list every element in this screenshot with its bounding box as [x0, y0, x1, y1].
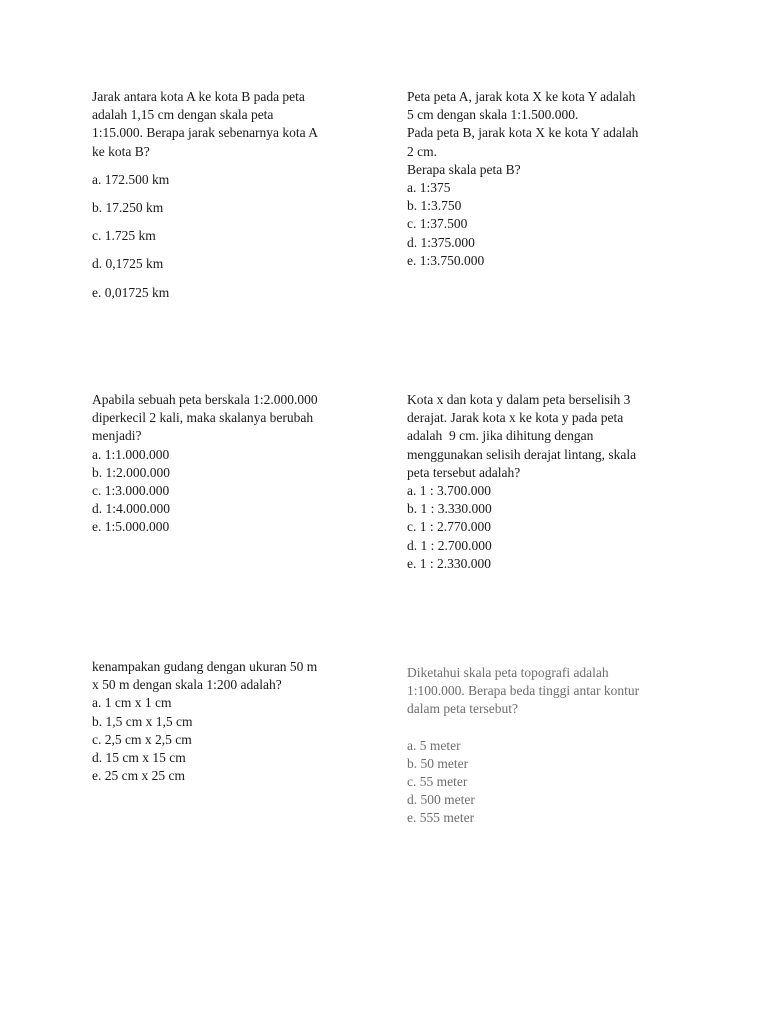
question-line: dalam peta tersebut?	[407, 701, 518, 717]
question-line: Jarak antara kota A ke kota B pada peta	[92, 89, 305, 104]
question-line: Apabila sebuah peta berskala 1:2.000.000	[92, 392, 318, 407]
answer-options	[92, 446, 364, 537]
question-line: derajat. Jarak kota x ke kota y pada peta	[407, 410, 624, 426]
option-e: e. 1:3.750.000	[407, 252, 485, 268]
question-line: Berapa skala peta B?	[407, 161, 521, 177]
option-b: b. 1:3.750	[407, 198, 462, 214]
option-d: d. 1 : 2.700.000	[407, 537, 492, 553]
option-e: e. 1 : 2.330.000	[407, 555, 491, 571]
option-d: d. 15 cm x 15 cm	[92, 750, 186, 766]
question-line: Diketahui skala peta topografi adalah	[407, 665, 609, 680]
question-line: kenampakan gudang dengan ukuran 50 m	[92, 659, 318, 674]
question-line: x 50 m dengan skala 1:200 adalah?	[92, 677, 282, 693]
question-1	[92, 88, 364, 312]
option-a: a. 5 meter	[407, 737, 461, 753]
question-line: peta tersebut adalah?	[407, 464, 521, 480]
answer-options	[407, 737, 679, 828]
option-a: a. 1:375	[407, 180, 451, 196]
option-b: b. 17.250 km	[92, 200, 164, 216]
option-c: c. 1:3.000.000	[92, 483, 170, 499]
option-c: c. 2,5 cm x 2,5 cm	[92, 731, 192, 747]
option-c: c. 1:37.500	[407, 216, 468, 232]
question-line: adalah 1,15 cm dengan skala peta	[92, 107, 274, 123]
option-d: d. 1:375.000	[407, 234, 475, 250]
question-3	[92, 391, 364, 537]
option-c: c. 1.725 km	[92, 228, 156, 244]
question-text	[92, 658, 364, 694]
question-line: 5 cm dengan skala 1:1.500.000.	[407, 107, 579, 123]
option-a: a. 172.500 km	[92, 171, 170, 187]
option-a: a. 1 cm x 1 cm	[92, 695, 172, 711]
question-text	[407, 391, 679, 482]
option-e: e. 555 meter	[407, 810, 475, 826]
question-line: Peta peta A, jarak kota X ke kota Y adalah	[407, 89, 636, 104]
question-line: ke kota B?	[92, 143, 150, 159]
question-line: 2 cm.	[407, 143, 437, 159]
option-a: a. 1 : 3.700.000	[407, 483, 491, 499]
option-c: c. 1 : 2.770.000	[407, 519, 491, 535]
question-text	[407, 88, 679, 179]
option-b: b. 1:2.000.000	[92, 464, 171, 480]
option-e: e. 0,01725 km	[92, 284, 170, 300]
question-line: 1:15.000. Berapa jarak sebenarnya kota A	[92, 125, 319, 141]
question-line: menggunakan selisih derajat lintang, skala	[407, 446, 637, 462]
option-b: b. 50 meter	[407, 755, 469, 771]
answer-options	[407, 482, 679, 573]
question-line: menjadi?	[92, 428, 142, 444]
question-6	[407, 664, 679, 828]
question-line: diperkecil 2 kali, maka skalanya berubah	[92, 410, 314, 426]
option-e: e. 1:5.000.000	[92, 519, 170, 535]
option-b: b. 1,5 cm x 1,5 cm	[92, 713, 193, 729]
question-line: 1:100.000. Berapa beda tinggi antar kontur	[407, 683, 640, 699]
question-line: adalah 9 cm. jika dihitung dengan	[407, 428, 594, 444]
question-text	[92, 88, 364, 161]
answer-options	[407, 179, 679, 270]
question-5	[92, 658, 364, 785]
answer-options	[92, 694, 364, 785]
option-d: d. 0,1725 km	[92, 256, 164, 272]
option-e: e. 25 cm x 25 cm	[92, 768, 185, 784]
question-2	[407, 88, 679, 270]
question-text	[407, 664, 679, 719]
option-c: c. 55 meter	[407, 774, 468, 790]
option-d: d. 1:4.000.000	[92, 501, 171, 517]
answer-options	[92, 171, 364, 302]
option-d: d. 500 meter	[407, 792, 475, 808]
option-b: b. 1 : 3.330.000	[407, 501, 492, 517]
question-4	[407, 391, 679, 573]
option-a: a. 1:1.000.000	[92, 446, 170, 462]
question-line: Kota x dan kota y dalam peta berselisih 3	[407, 392, 631, 407]
question-line: Pada peta B, jarak kota X ke kota Y adalah	[407, 125, 639, 141]
question-text	[92, 391, 364, 446]
